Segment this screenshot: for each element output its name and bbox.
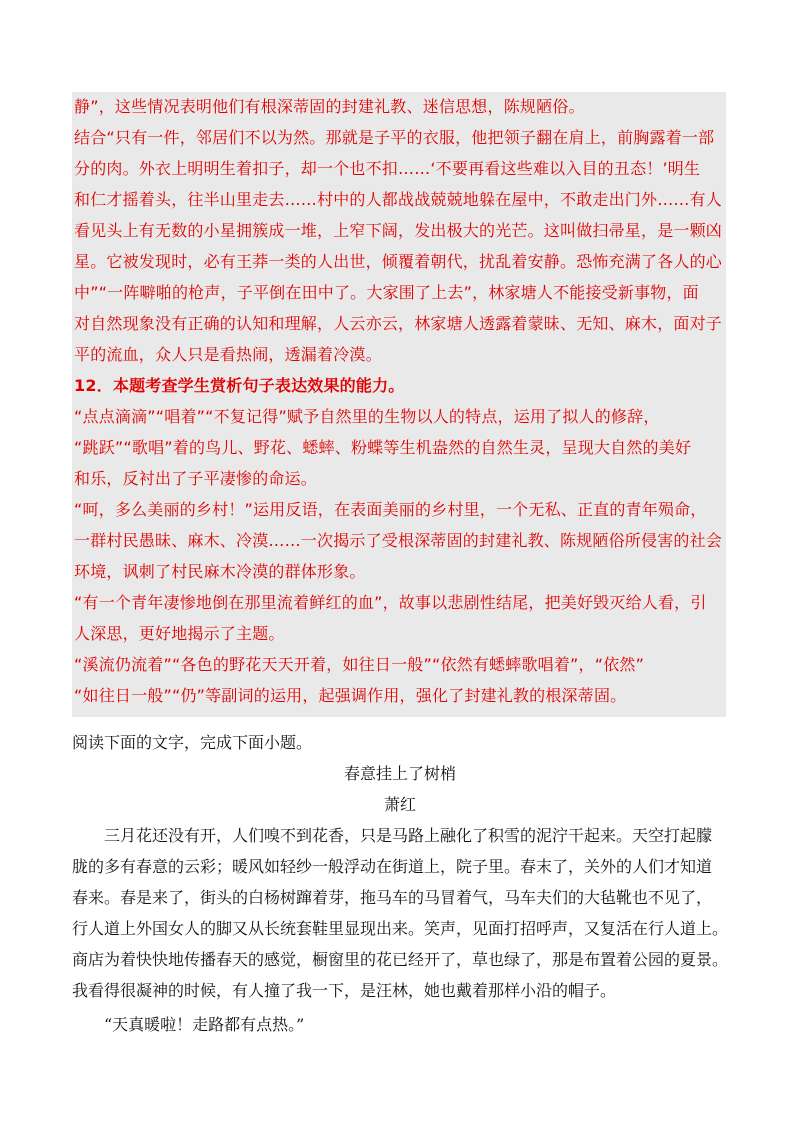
answer-line: 环境，讽刺了村民麻木冷漠的群体形象。	[74, 562, 366, 581]
answer-line: 分的肉。外衣上明明生着扣子，却一个也不扣……‘不要再看这些难以入目的丑态！’明生	[74, 159, 701, 178]
answer-line: 对自然现象没有正确的认知和理解，人云亦云，林家塘人透露着蒙昧、无知、麻木，面对子	[74, 314, 723, 333]
answer-line: “点点滴滴”“唱着”“不复记得”赋予自然里的生物以人的特点，运用了拟人的修辞，	[74, 407, 660, 426]
article-line: 商店为着快快地传播春天的感觉，橱窗里的花已经开了，草也绿了，那是布置着公园的夏景。	[72, 950, 729, 969]
answer-line: 和仁才摇着头，往半山里走去……村中的人都战战兢兢地躲在屋中，不敢走出门外……有人	[74, 190, 723, 209]
article-author: 萧红	[383, 795, 416, 814]
answer-line: “呵，多么美丽的乡村！”运用反语，在表面美丽的乡村里，一个无私、正直的青年殒命，	[74, 500, 707, 519]
answer-line: 结合“只有一件，邻居们不以为然。那就是子平的衣服，他把领子翻在肩上，前胸露着一部	[74, 128, 715, 147]
answer-line: 人深思，更好地揭示了主题。	[74, 624, 285, 643]
article-line: “天真暖啦！走路都有点热。”	[104, 1015, 305, 1034]
article-line: 三月花还没有开，人们嗅不到花香，只是马路上融化了积雪的泥泞干起来。天空打起朦	[104, 826, 713, 845]
answer-line: 星。它被发现时，必有王莽一类的人出世，倾覆着朝代，扰乱着安静。恐怖充满了各人的心	[74, 252, 723, 271]
answer-line: 看见头上有无数的小星拥簇成一堆，上窄下阔，发出极大的光芒。这叫做扫帚星，是一颗凶	[74, 221, 723, 240]
answer-line: “跳跃”“歌唱”着的鸟儿、野花、蟋蟀、粉蝶等生机盎然的自然生灵，呈现大自然的美好	[74, 438, 692, 457]
question-12-heading: 12．本题考查学生赏析句子表达效果的能力。	[74, 376, 405, 395]
answer-line: “溪流仍流着”“各色的野花天天开着，如往日一般”“依然有蟋蟀歌唱着”，“依然”	[74, 655, 645, 674]
article-line: 胧的多有春意的云彩；暖风如轻纱一般浮动在街道上，院子里。春末了，关外的人们才知道	[72, 857, 713, 876]
answer-line: 静”，这些情况表明他们有根深蒂固的封建礼教、迷信思想，陈规陋俗。	[74, 97, 585, 116]
answer-line: 一群村民愚昧、麻木、冷漠……一次揭示了受根深蒂固的封建礼教、陈规陋俗所侵害的社会	[74, 531, 723, 550]
article-line: 我看得很凝神的时候，有人撞了我一下，是汪林，她也戴着那样小沿的帽子。	[72, 981, 617, 1000]
answer-line: “有一个青年凄惨地倒在那里流着鲜红的血”，故事以悲剧性结尾，把美好毁灭给人看，引	[74, 593, 707, 612]
answer-line: 中”“一阵噼啪的枪声，子平倒在田中了。大家围了上去”，林家塘人不能接受新事物，面	[74, 283, 699, 302]
article-line: 春来。春是来了，街头的白杨树蹿着芽，拖马车的马冒着气，马车夫们的大毡靴也不见了，	[72, 888, 713, 907]
article-title: 春意挂上了树梢	[343, 764, 456, 783]
article-line: 行人道上外国女人的脚又从长统套鞋里显现出来。笑声，见面打招呼声，又复活在行人道上。	[72, 919, 729, 938]
answer-line: 和乐，反衬出了子平凄惨的命运。	[74, 469, 318, 488]
answer-line: “如往日一般”“仍”等副词的运用，起强调作用，强化了封建礼教的根深蒂固。	[74, 686, 627, 705]
answer-line: 平的流血，众人只是看热闹，透漏着冷漠。	[74, 345, 382, 364]
reading-instruction: 阅读下面的文字，完成下面小题。	[72, 733, 313, 752]
